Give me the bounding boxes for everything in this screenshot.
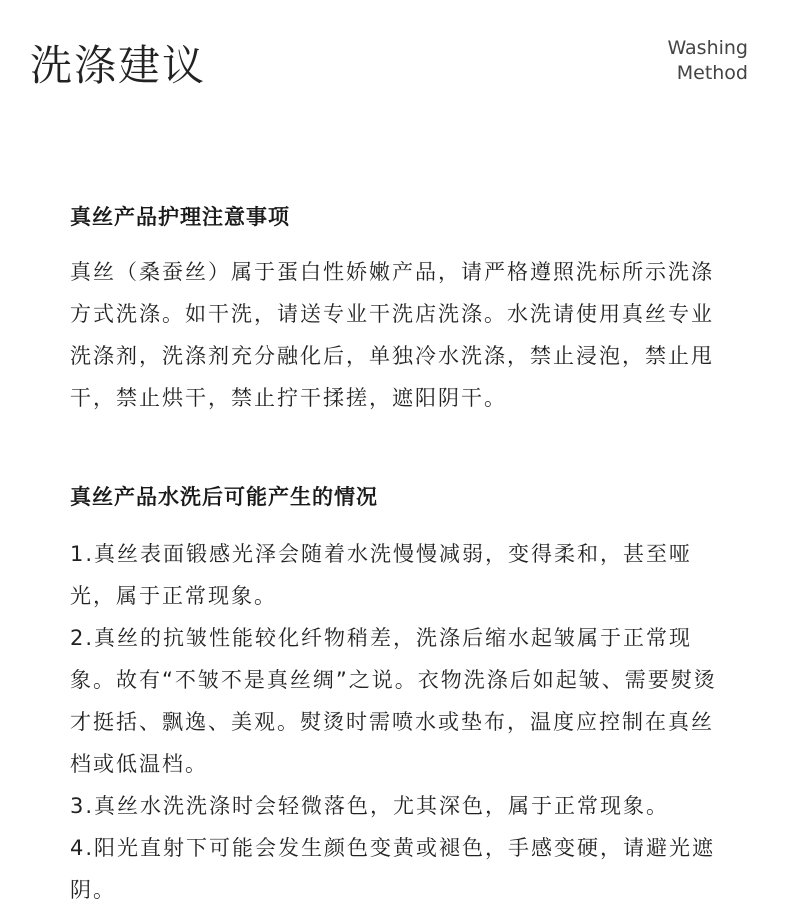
subtitle-line-1: Washing — [667, 37, 748, 59]
list-item: 1.真丝表面锻感光泽会随着水洗慢慢减弱，变得柔和，甚至哑光，属于正常现象。 — [70, 542, 693, 608]
care-notes-section — [70, 202, 730, 419]
page-subtitle — [667, 36, 748, 86]
care-notes-body: 真丝（桑蚕丝）属于蛋白性娇嫩产品，请严格遵照洗标所示洗涤方式洗涤。如干洗，请送专业干洗店洗涤。水洗请使用真丝专业洗涤剂，洗涤剂充分融化后，单独冷水洗涤，禁止浸泡，禁止甩干，禁止烘干，禁止拧干揉搓，遮阳阴干。 — [70, 260, 714, 410]
list-item: 2.真丝的抗皱性能较化纤物稍差，洗涤后缩水起皱属于正常现象。故有“不皱不是真丝绸”之说。衣物洗涤后如起皱、需要熨烫才挺括、飘逸、美观。熨烫时需喷水或垫布，温度应控制在真丝档或低温档。 — [70, 626, 717, 776]
after-wash-heading: 真丝产品水洗后可能产生的情况 — [70, 485, 378, 509]
list-item: 3.真丝水洗洗涤时会轻微落色，尤其深色，属于正常现象。 — [70, 794, 670, 818]
list-item: 4.阳光直射下可能会发生颜色变黄或褪色，手感变硬，请避光遮阴。 — [70, 836, 716, 902]
subtitle-line-2: Method — [676, 62, 748, 84]
care-notes-heading: 真丝产品护理注意事项 — [70, 205, 290, 229]
after-wash-list — [70, 533, 730, 911]
after-wash-section — [70, 482, 730, 911]
page-title: 洗涤建议 — [30, 41, 207, 90]
